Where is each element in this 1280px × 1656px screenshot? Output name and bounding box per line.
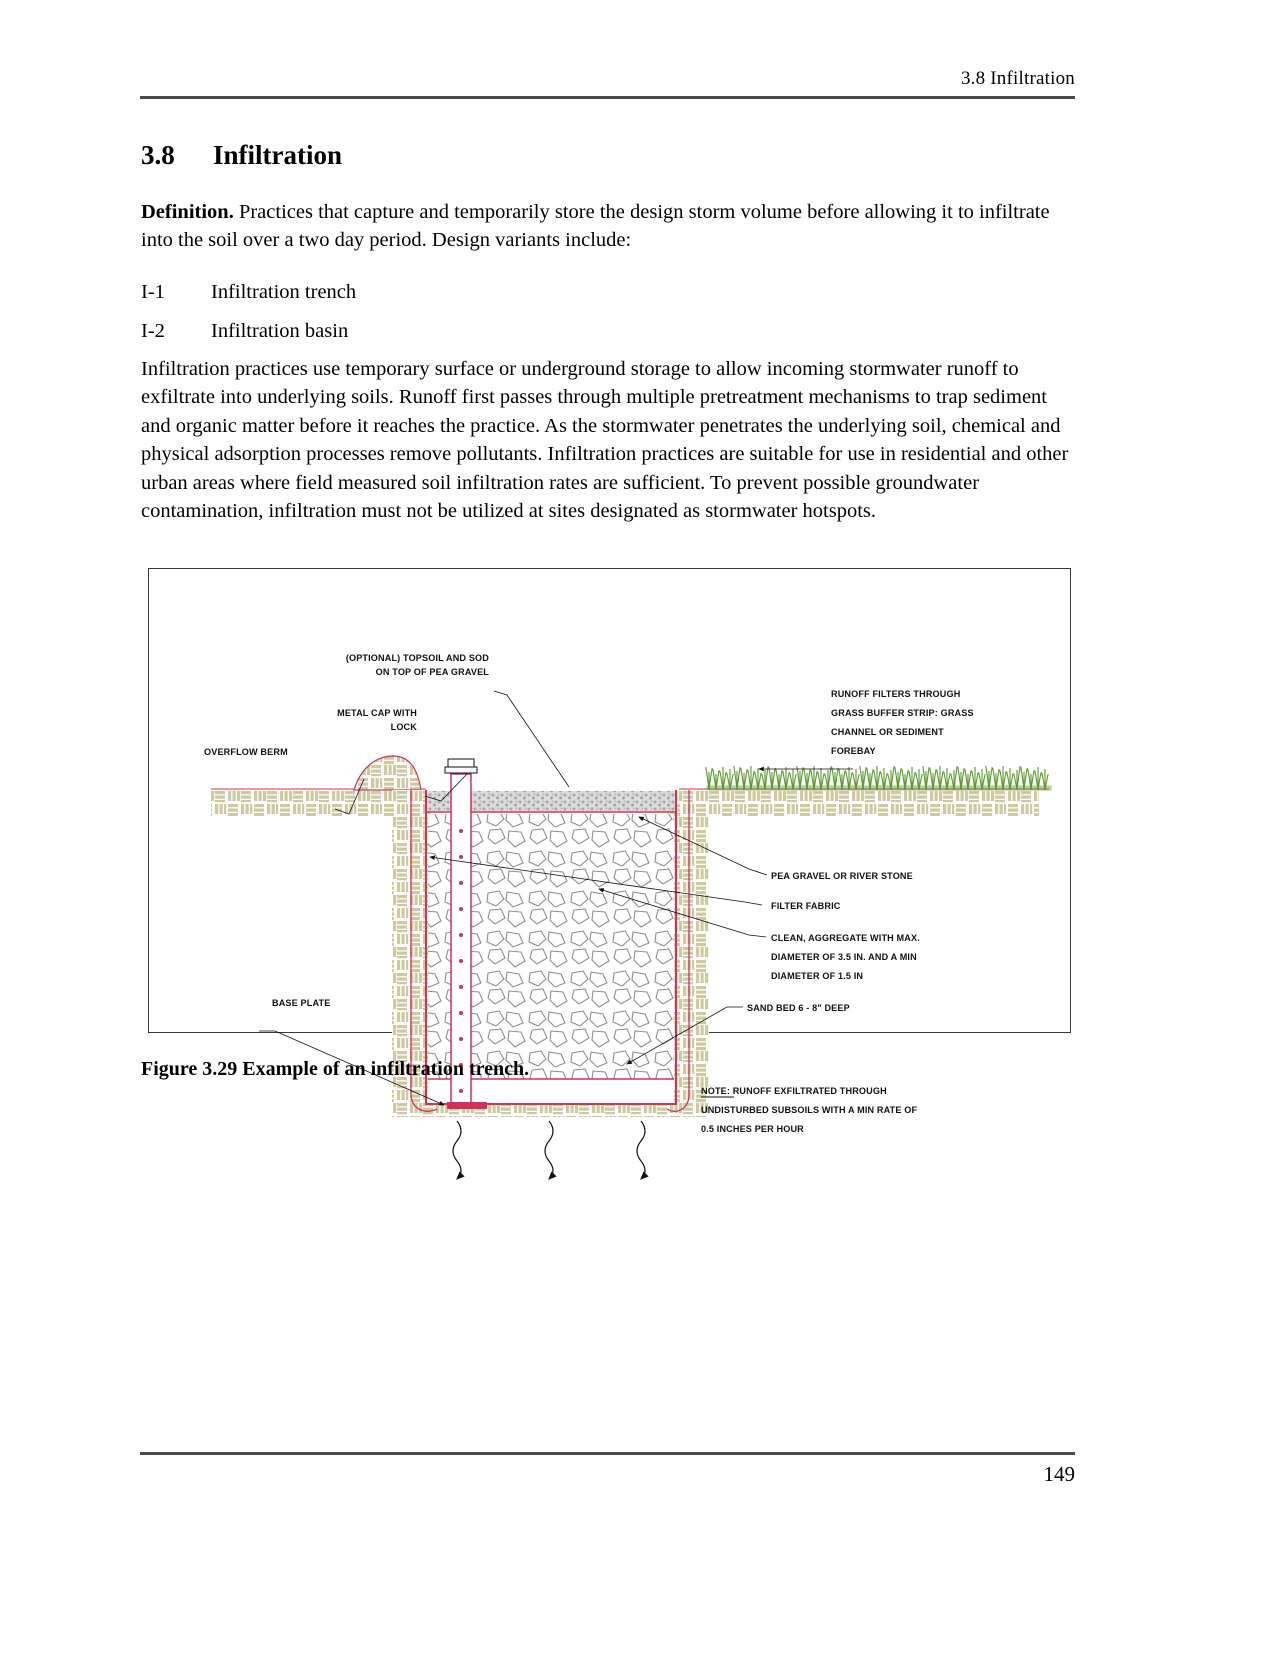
metal-cap [445, 767, 477, 773]
label-runoff-line4: FOREBAY [831, 746, 876, 756]
variant-code: I-2 [141, 320, 165, 342]
variant-label: Infiltration basin [211, 320, 349, 342]
running-header: 3.8 Infiltration [960, 68, 1075, 89]
observation-well [451, 774, 471, 1104]
exfiltration-arrows [453, 1121, 645, 1179]
label-metal-cap-line2: LOCK [390, 722, 417, 732]
variant-item-i1 [141, 278, 1071, 306]
variant-label: Infiltration trench [211, 281, 357, 303]
label-topsoil-line1: (OPTIONAL) TOPSOIL AND SOD [345, 653, 489, 663]
footer-divider [140, 1452, 1075, 1455]
figure-caption: Figure 3.29 Example of an infiltration trench. [141, 1058, 530, 1080]
definition-paragraph [141, 198, 1071, 255]
label-aggregate-line1: CLEAN, AGGREGATE WITH MAX. [771, 933, 920, 943]
label-note-line3: 0.5 INCHES PER HOUR [701, 1124, 804, 1134]
label-pea-gravel: PEA GRAVEL OR RIVER STONE [771, 871, 913, 881]
body-paragraph: Infiltration practices use temporary surface or underground storage to allow incoming stormwater runoff to exfiltrate into underlying soils. Runoff first passes through multiple pretreatment mechanisms to trap sediment and organic matter before it reaches the practice. As the stormwater penetrates the underlying soil, chemical and physical adsorption processes remove pollutants. Infiltration practices are suitable for use in residential and other urban areas where field measured soil infiltration rates are sufficient. To prevent possible groundwater contamination, infiltration must not be utilized at sites designated as stormwater hotspots. [141, 358, 1069, 523]
label-note-line2: UNDISTURBED SUBSOILS WITH A MIN RATE OF [701, 1105, 918, 1115]
definition-text: Practices that capture and temporarily store the design storm volume before allowing it to infiltrate into the soil over a two day period. Design variants include: [141, 201, 1050, 252]
label-aggregate-line3: DIAMETER OF 1.5 IN [771, 971, 864, 981]
section-number: 3.8 [141, 140, 175, 170]
label-runoff-line2: GRASS BUFFER STRIP: GRASS [831, 708, 974, 718]
label-topsoil-line2: ON TOP OF PEA GRAVEL [375, 667, 489, 677]
variant-code: I-1 [141, 281, 165, 303]
variant-item-i2 [141, 317, 1071, 345]
overflow-berm-shape [354, 756, 421, 790]
section-title: Infiltration [213, 140, 343, 170]
definition-lead: Definition. [141, 201, 234, 223]
page-title [141, 140, 1076, 171]
label-base-plate: BASE PLATE [272, 998, 331, 1008]
label-runoff-line1: RUNOFF FILTERS THROUGH [831, 689, 961, 699]
label-note-line1: NOTE: RUNOFF EXFILTRATED THROUGH [701, 1086, 887, 1096]
label-overflow-berm: OVERFLOW BERM [204, 747, 288, 757]
base-plate [447, 1102, 487, 1109]
label-metal-cap-line1: METAL CAP WITH [337, 708, 417, 718]
label-sand-bed: SAND BED 6 - 8" DEEP [747, 1003, 850, 1013]
header-divider [140, 96, 1075, 99]
page-number: 149 [1043, 1462, 1075, 1486]
label-filter-fabric: FILTER FABRIC [771, 901, 841, 911]
label-runoff-line3: CHANNEL OR SEDIMENT [831, 727, 944, 737]
label-aggregate-line2: DIAMETER OF 3.5 IN. AND A MIN [771, 952, 917, 962]
